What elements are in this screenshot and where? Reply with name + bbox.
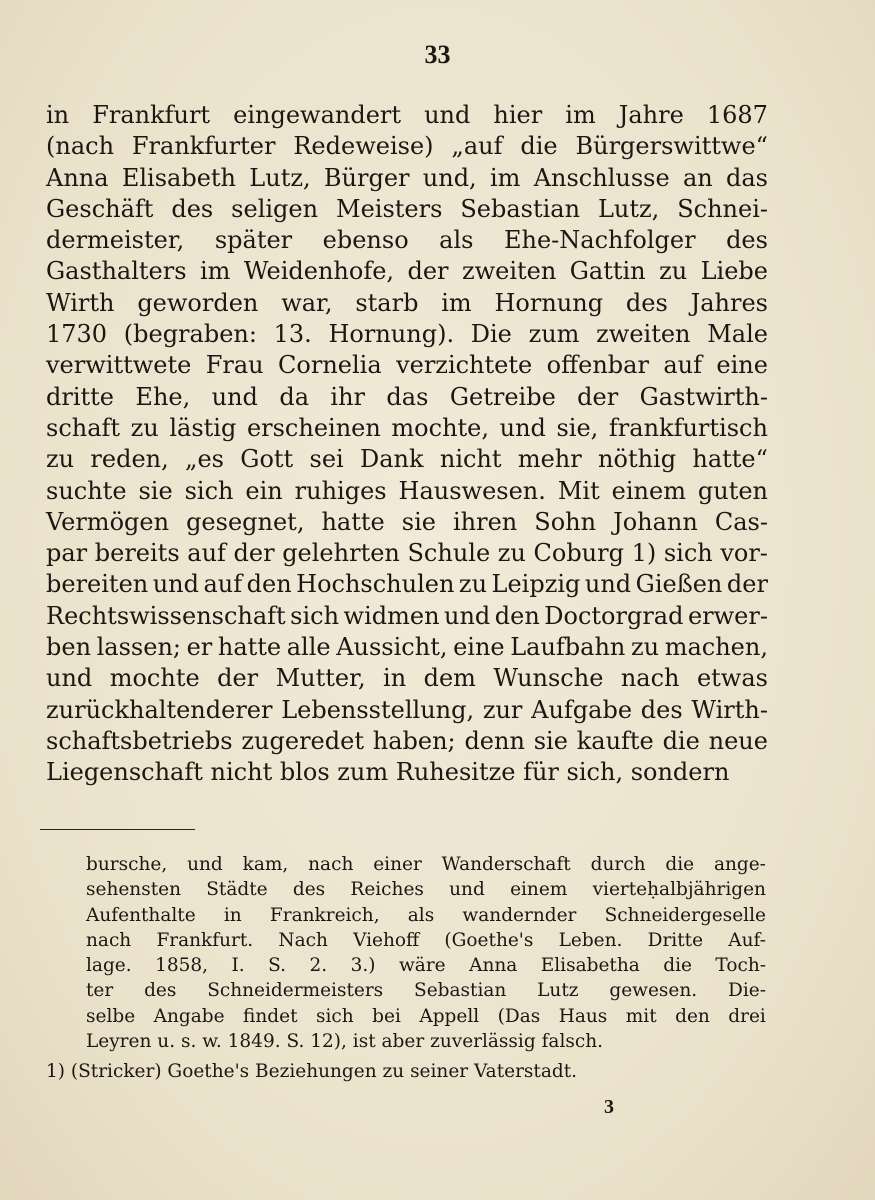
- signature-mark: 3: [604, 1096, 614, 1118]
- text-line: dritte Ehe, und da ihr das Getreibe der Gastwirth-: [46, 382, 768, 411]
- footnote-line: selbe Angabe findet sich bei Appell (Das Haus mit den drei: [86, 1005, 766, 1027]
- footnote-separator: [40, 829, 195, 830]
- footnote-line: Aufenthalte in Frankreich, als wandernder Schneidergeselle: [86, 904, 766, 926]
- text-line: Vermögen gesegnet, hatte sie ihren Sohn Johann Cas-: [46, 507, 768, 536]
- footnote-line: bursche, und kam, nach einer Wanderschaft durch die ange-: [86, 854, 766, 875]
- text-line: und mochte der Mutter, in dem Wunsche nach etwas: [46, 664, 768, 693]
- text-line: schaftsbetriebs zugeredet haben; denn sie kaufte die neue: [46, 726, 768, 755]
- text-line: 1730 (begraben: 13. Hornung). Die zum zweiten Male: [46, 320, 768, 349]
- text-line: Geschäft des seligen Meisters Sebastian Lutz, Schnei-: [46, 194, 768, 223]
- text-line: Rechtswissenschaft sich widmen und den Doctorgrad erwer-: [46, 601, 768, 630]
- text-line: Liegenschaft nicht blos zum Ruhesitze für sich, sondern: [46, 758, 730, 787]
- footnote-line: sehensten Städte des Reiches und einem vierteḥalbjährigen: [86, 879, 766, 901]
- footnote-line: lage. 1858, I. S. 2. 3.) wäre Anna Elisabetha die Toch-: [86, 955, 766, 977]
- text-line: par bereits auf der gelehrten Schule zu Coburg 1) sich vor-: [46, 539, 768, 568]
- text-line: Gasthalters im Weidenhofe, der zweiten Gattin zu Liebe: [46, 257, 768, 286]
- text-line: verwittwete Frau Cornelia verzichtete offenbar auf eine: [46, 351, 768, 380]
- footnote-line: ter des Schneidermeisters Sebastian Lutz gewesen. Die-: [86, 980, 766, 1002]
- main-text-block: [46, 100, 768, 789]
- text-line: zu reden, „es Gott sei Dank nicht mehr nöthig hatte“: [46, 445, 768, 474]
- text-line: (nach Frankfurter Redeweise) „auf die Bürgerswittwe“: [46, 132, 768, 161]
- footnote-line: Leyren u. s. w. 1849. S. 12), ist aber zuverlässig falsch.: [86, 1031, 604, 1053]
- text-line: Wirth geworden war, starb im Hornung des Jahres: [46, 288, 768, 317]
- footnote-continuation: [86, 852, 766, 1054]
- text-line: ben lassen; er hatte alle Aussicht, eine Laufbahn zu machen,: [46, 633, 768, 662]
- text-line: bereiten und auf den Hochschulen zu Leipzig und Gießen der: [46, 570, 768, 599]
- text-line: Anna Elisabeth Lutz, Bürger und, im Anschlusse an das: [46, 163, 768, 192]
- footnote-1: 1) (Stricker) Goethe's Beziehungen zu seiner Vaterstadt.: [46, 1061, 578, 1082]
- text-line: dermeister, später ebenso als Ehe-Nachfolger des: [46, 226, 768, 255]
- page-number: 33: [424, 40, 451, 69]
- text-line: in Frankfurt eingewandert und hier im Jahre 1687: [46, 101, 768, 129]
- text-line: suchte sie sich ein ruhiges Hauswesen. Mit einem guten: [46, 476, 768, 505]
- footnote-line: nach Frankfurt. Nach Viehoff (Goethe's Leben. Dritte Auf-: [86, 929, 766, 951]
- text-line: schaft zu lästig erscheinen mochte, und sie, frankfurtisch: [46, 413, 768, 442]
- text-line: zurückhaltenderer Lebensstellung, zur Aufgabe des Wirth-: [46, 695, 768, 724]
